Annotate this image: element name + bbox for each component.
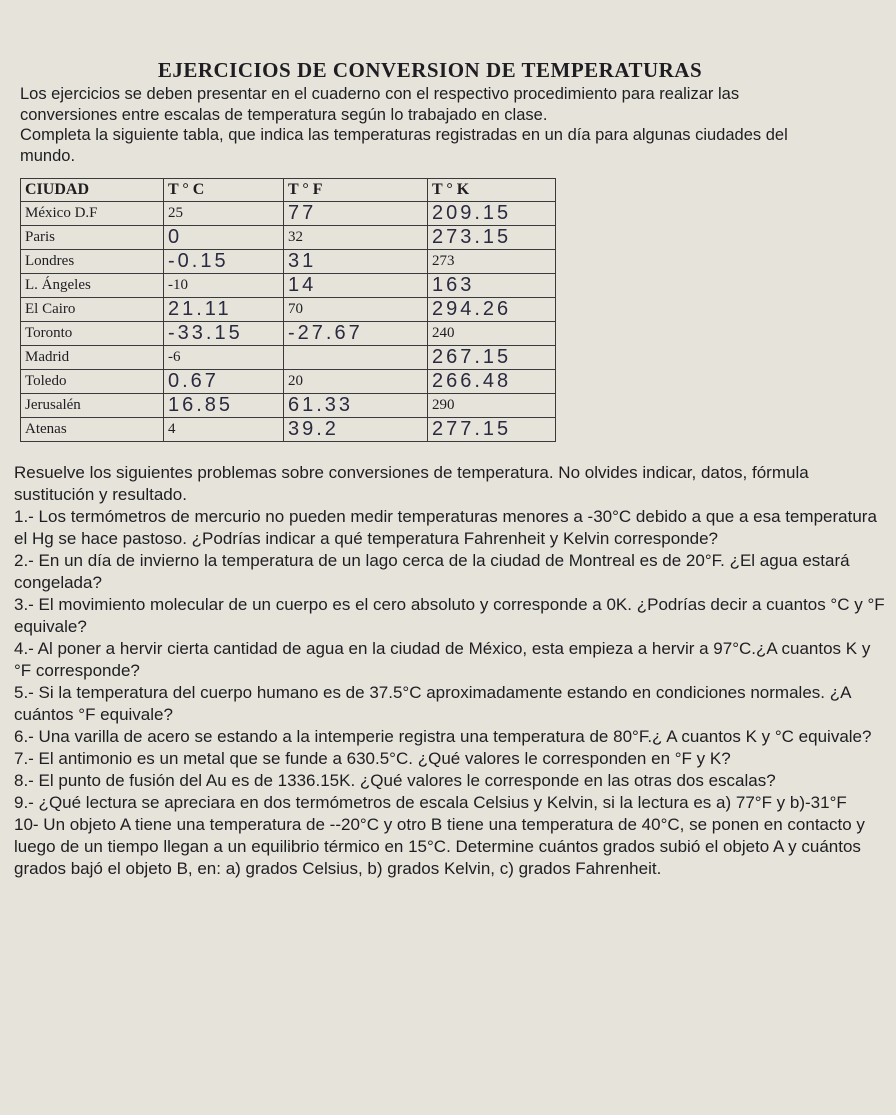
problem-3: 3.- El movimiento molecular de un cuerpo es el cero absoluto y corresponde a 0K. ¿Podrías decir a cuantos °C y °F equivale? — [14, 595, 885, 636]
problem-10: 10- Un objeto A tiene una temperatura de --20°C y otro B tiene una temperatura de 40°C, se ponen en contacto y luego de un tiempo llegan a un equilibrio térmico en 15°C. Determine cuántos grados subió el objeto A y cuántos grados bajó el objeto B, en: a) grados Celsius, b) grados Kelvin, c) grados Fahrenheit. — [14, 815, 865, 878]
table-row — [21, 202, 556, 226]
column-header-city: CIUDAD — [21, 179, 164, 202]
city-cell: Londres — [21, 250, 164, 274]
intro-paragraph: Completa la siguiente tabla, que indica las temperaturas registradas en un día para algunas ciudades del mundo. — [20, 126, 788, 165]
worksheet-title: EJERCICIOS DE CONVERSION DE TEMPERATURAS — [157, 58, 703, 82]
fahrenheit-cell: 31 — [284, 250, 428, 274]
problem-6: 6.- Una varilla de acero se estando a la intemperie registra una temperatura de 80°F.¿ A cuantos K y °C equivale? — [14, 727, 872, 746]
table-row — [21, 322, 556, 346]
city-cell: Atenas — [21, 418, 164, 442]
city-cell: El Cairo — [21, 298, 164, 322]
fahrenheit-cell: 70 — [284, 298, 428, 322]
kelvin-cell: 273.15 — [428, 226, 556, 250]
city-cell: Madrid — [21, 346, 164, 370]
table-row — [21, 418, 556, 442]
celsius-cell: -6 — [164, 346, 284, 370]
table-row — [21, 250, 556, 274]
celsius-cell: 25 — [164, 202, 284, 226]
column-header-celsius: T ° C — [164, 179, 284, 202]
city-cell: Jerusalén — [21, 394, 164, 418]
problem-8: 8.- El punto de fusión del Au es de 1336.15K. ¿Qué valores le corresponde en las otras dos escalas? — [14, 771, 776, 790]
celsius-cell: -0.15 — [164, 250, 284, 274]
city-cell: L. Ángeles — [21, 274, 164, 298]
table-row — [21, 346, 556, 370]
intro-paragraph: Los ejercicios se deben presentar en el cuaderno con el respectivo procedimiento para realizar las conversiones entre escalas de temperatura según lo trabajado en clase. — [20, 85, 740, 124]
problem-2: 2.- En un día de invierno la temperatura de un lago cerca de la ciudad de Montreal es de 20°F. ¿El agua estará congelada? — [14, 551, 850, 592]
celsius-cell: 21.11 — [164, 298, 284, 322]
fahrenheit-cell: 20 — [284, 370, 428, 394]
problem-4: 4.- Al poner a hervir cierta cantidad de agua en la ciudad de México, esta empieza a hervir a 97°C.¿A cuantos K y °F corresponde? — [14, 639, 871, 680]
fahrenheit-cell: 61.33 — [284, 394, 428, 418]
city-cell: Paris — [21, 226, 164, 250]
kelvin-cell: 163 — [428, 274, 556, 298]
problems-section — [14, 462, 886, 880]
city-cell: México D.F — [21, 202, 164, 226]
table-header-row — [21, 179, 556, 202]
kelvin-cell: 209.15 — [428, 202, 556, 226]
city-cell: Toronto — [21, 322, 164, 346]
problem-9: 9.- ¿Qué lectura se apreciara en dos termómetros de escala Celsius y Kelvin, si la lectura es a) 77°F y b)-31°F — [14, 793, 847, 812]
problem-5: 5.- Si la temperatura del cuerpo humano es de 37.5°C aproximadamente estando en condiciones normales. ¿A cuántos °F equivale? — [14, 683, 851, 724]
celsius-cell: 0.67 — [164, 370, 284, 394]
table-row — [21, 298, 556, 322]
intro-text — [20, 84, 820, 166]
table-row — [21, 274, 556, 298]
problems-instructions: Resuelve los siguientes problemas sobre conversiones de temperatura. No olvides indicar, datos, fórmula sustitución y resultado. — [14, 463, 809, 504]
kelvin-cell: 240 — [428, 322, 556, 346]
column-header-kelvin: T ° K — [428, 179, 556, 202]
table-row — [21, 394, 556, 418]
kelvin-cell: 294.26 — [428, 298, 556, 322]
fahrenheit-cell: 14 — [284, 274, 428, 298]
table-row — [21, 226, 556, 250]
fahrenheit-cell: -27.67 — [284, 322, 428, 346]
problem-7: 7.- El antimonio es un metal que se funde a 630.5°C. ¿Qué valores le corresponden en °F y K? — [14, 749, 731, 768]
column-header-fahrenheit: T ° F — [284, 179, 428, 202]
problem-1: 1.- Los termómetros de mercurio no pueden medir temperaturas menores a -30°C debido a que a esa temperatura el Hg se hace pastoso. ¿Podrías indicar a qué temperatura Fahrenheit y Kelvin corresponde? — [14, 507, 877, 548]
celsius-cell: -33.15 — [164, 322, 284, 346]
kelvin-cell: 266.48 — [428, 370, 556, 394]
kelvin-cell: 267.15 — [428, 346, 556, 370]
city-cell: Toledo — [21, 370, 164, 394]
temperature-table — [20, 178, 556, 442]
celsius-cell: -10 — [164, 274, 284, 298]
fahrenheit-cell: 32 — [284, 226, 428, 250]
celsius-cell: 4 — [164, 418, 284, 442]
kelvin-cell: 277.15 — [428, 418, 556, 442]
kelvin-cell: 290 — [428, 394, 556, 418]
fahrenheit-cell: 77 — [284, 202, 428, 226]
fahrenheit-cell — [284, 346, 428, 370]
fahrenheit-cell: 39.2 — [284, 418, 428, 442]
celsius-cell: 0 — [164, 226, 284, 250]
celsius-cell: 16.85 — [164, 394, 284, 418]
kelvin-cell: 273 — [428, 250, 556, 274]
table-row — [21, 370, 556, 394]
